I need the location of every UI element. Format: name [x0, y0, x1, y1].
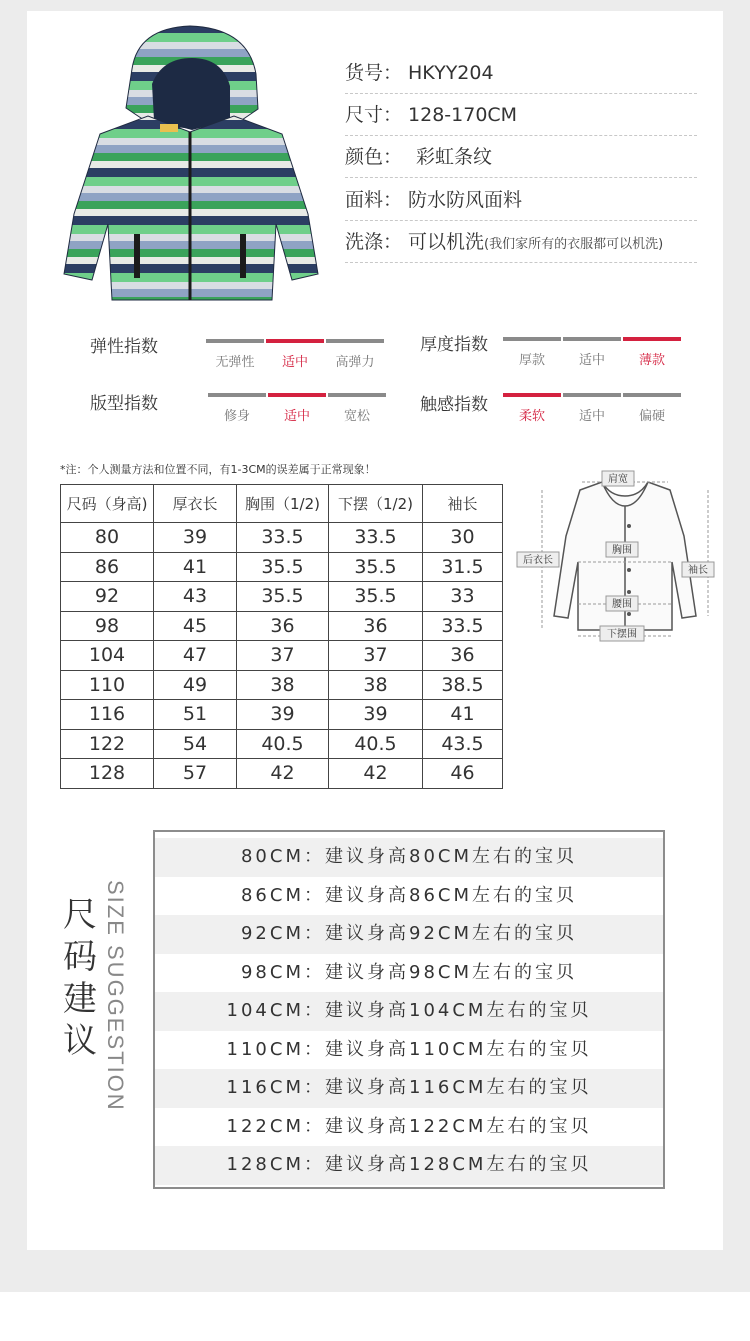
label-chest: 胸围 — [612, 545, 632, 556]
index-title-touch: 触感指数 — [420, 395, 488, 415]
info-row-item-number — [345, 58, 697, 94]
label-back-length: 后衣长 — [523, 555, 553, 566]
suggestion-row: 122CM：建议身高122CM左右的宝贝 — [226, 1115, 592, 1137]
index-bar — [208, 393, 266, 397]
index-option-label: 适中 — [578, 353, 605, 368]
table-cell: 30 — [423, 523, 503, 553]
table-cell: 80 — [61, 523, 154, 553]
table-row — [61, 759, 503, 789]
table-cell: 47 — [154, 641, 237, 671]
index-option-label: 偏硬 — [638, 409, 665, 424]
index-option-label: 薄款 — [638, 353, 665, 368]
index-option-label: 厚款 — [518, 353, 545, 368]
table-cell: 33.5 — [237, 523, 329, 553]
column-header: 厚衣长 — [154, 485, 237, 523]
info-value: 彩虹条纹 — [416, 146, 493, 168]
title-char: 码 — [63, 937, 97, 977]
label-waist: 腰围 — [612, 599, 632, 610]
info-row-color — [345, 142, 697, 178]
index-option — [206, 339, 264, 370]
table-cell: 54 — [154, 729, 237, 759]
column-header: 下摆（1/2) — [329, 485, 423, 523]
info-value: 128-170CM — [408, 104, 518, 126]
table-cell: 46 — [423, 759, 503, 789]
table-cell: 45 — [154, 611, 237, 641]
suggestion-row: 128CM：建议身高128CM左右的宝贝 — [155, 1146, 663, 1185]
index-option-selected — [503, 393, 561, 424]
index-option-label: 柔软 — [518, 409, 545, 424]
index-bar — [268, 393, 326, 397]
size-suggestion-english-title: SIZE SUGGESTION — [103, 880, 128, 1112]
table-cell: 43.5 — [423, 729, 503, 759]
suggestion-row: 86CM：建议身高86CM左右的宝贝 — [240, 884, 577, 906]
suggestion-row: 116CM：建议身高116CM左右的宝贝 — [155, 1069, 663, 1108]
index-bar — [563, 337, 621, 341]
index-option — [208, 393, 266, 424]
index-option-label: 适中 — [578, 409, 605, 424]
bottom-band — [0, 1292, 750, 1341]
column-header: 尺码（身高) — [61, 485, 154, 523]
title-char: 尺 — [63, 895, 97, 935]
size-table — [60, 484, 503, 789]
table-cell: 36 — [329, 611, 423, 641]
info-value: 防水防风面料 — [408, 189, 523, 211]
index-title-elasticity: 弹性指数 — [90, 337, 158, 357]
table-cell: 39 — [237, 700, 329, 730]
table-row — [61, 582, 503, 612]
index-bar — [623, 393, 681, 397]
table-cell: 35.5 — [329, 552, 423, 582]
index-option-selected — [266, 339, 324, 370]
size-suggestion-box — [153, 830, 665, 1189]
table-cell: 39 — [329, 700, 423, 730]
table-cell: 41 — [154, 552, 237, 582]
index-option — [326, 339, 384, 370]
suggestion-row: 104CM：建议身高104CM左右的宝贝 — [155, 992, 663, 1031]
table-cell: 38.5 — [423, 670, 503, 700]
table-row — [61, 700, 503, 730]
table-cell: 57 — [154, 759, 237, 789]
table-cell: 33 — [423, 582, 503, 612]
label-shoulder: 肩宽 — [608, 474, 628, 485]
suggestion-row: 92CM：建议身高92CM左右的宝贝 — [155, 915, 663, 954]
table-cell: 35.5 — [237, 582, 329, 612]
index-bar — [328, 393, 386, 397]
index-option-label: 适中 — [283, 409, 310, 424]
index-option — [328, 393, 386, 424]
index-option-label: 宽松 — [343, 409, 370, 424]
measurement-diagram — [512, 466, 738, 646]
table-cell: 49 — [154, 670, 237, 700]
table-cell: 98 — [61, 611, 154, 641]
table-cell: 41 — [423, 700, 503, 730]
table-cell: 40.5 — [329, 729, 423, 759]
table-cell: 37 — [329, 641, 423, 671]
suggestion-row: 110CM：建议身高110CM左右的宝贝 — [226, 1038, 592, 1060]
index-option-label: 高弹力 — [335, 355, 375, 370]
info-label: 颜色： — [345, 146, 403, 168]
table-cell: 86 — [61, 552, 154, 582]
info-label: 面料： — [345, 189, 403, 211]
table-cell: 128 — [61, 759, 154, 789]
index-option-selected — [268, 393, 326, 424]
column-header: 袖长 — [423, 485, 503, 523]
table-row — [61, 611, 503, 641]
index-title-thickness: 厚度指数 — [420, 335, 488, 355]
info-row-washing — [345, 227, 697, 263]
size-suggestion-title — [60, 894, 100, 1062]
table-cell: 42 — [329, 759, 423, 789]
index-option-label: 修身 — [223, 409, 250, 424]
index-scale-elasticity — [206, 339, 386, 370]
suggestion-row: 98CM：建议身高98CM左右的宝贝 — [240, 961, 577, 983]
table-cell: 43 — [154, 582, 237, 612]
title-char: 建 — [63, 979, 97, 1019]
index-bar — [563, 393, 621, 397]
index-option — [563, 393, 621, 424]
suggestion-row: 80CM：建议身高80CM左右的宝贝 — [155, 838, 663, 877]
table-header-row — [61, 485, 503, 523]
index-scale-thickness — [503, 337, 683, 368]
title-char: 议 — [63, 1021, 97, 1061]
index-bar — [266, 339, 324, 343]
table-cell: 51 — [154, 700, 237, 730]
index-scale-fit — [208, 393, 388, 424]
table-cell: 33.5 — [423, 611, 503, 641]
column-header: 胸围（1/2) — [237, 485, 329, 523]
index-option — [503, 337, 561, 368]
label-sleeve: 袖长 — [688, 565, 708, 576]
table-cell: 35.5 — [329, 582, 423, 612]
index-option-selected — [623, 337, 681, 368]
table-cell: 31.5 — [423, 552, 503, 582]
index-title-fit: 版型指数 — [90, 394, 158, 414]
table-cell: 38 — [237, 670, 329, 700]
info-value: 可以机洗 — [408, 231, 485, 253]
info-note: (我们家所有的衣服都可以机洗) — [484, 237, 664, 252]
table-cell: 92 — [61, 582, 154, 612]
table-cell: 39 — [154, 523, 237, 553]
table-row — [61, 523, 503, 553]
table-cell: 110 — [61, 670, 154, 700]
info-label: 洗涤： — [345, 231, 403, 253]
table-row — [61, 729, 503, 759]
index-option — [563, 337, 621, 368]
table-cell: 37 — [237, 641, 329, 671]
table-row — [61, 670, 503, 700]
index-option-label: 适中 — [281, 355, 308, 370]
table-row — [61, 552, 503, 582]
info-label: 货号： — [345, 62, 403, 84]
table-cell: 116 — [61, 700, 154, 730]
table-cell: 35.5 — [237, 552, 329, 582]
table-cell: 104 — [61, 641, 154, 671]
measurement-note: *注：个人测量方法和位置不同，有1-3CM的误差属于正常现象！ — [60, 463, 376, 476]
table-cell: 36 — [423, 641, 503, 671]
table-cell: 40.5 — [237, 729, 329, 759]
info-row-size — [345, 100, 697, 136]
info-row-fabric — [345, 185, 697, 221]
index-option-label: 无弹性 — [215, 355, 255, 370]
info-value: HKYY204 — [408, 62, 494, 84]
index-scale-touch — [503, 393, 683, 424]
table-cell: 122 — [61, 729, 154, 759]
jacket-product-image — [60, 24, 322, 308]
table-row — [61, 641, 503, 671]
index-option — [623, 393, 681, 424]
index-bar — [623, 337, 681, 341]
label-hem: 下摆围 — [607, 629, 637, 640]
table-cell: 42 — [237, 759, 329, 789]
table-cell: 36 — [237, 611, 329, 641]
table-cell: 38 — [329, 670, 423, 700]
info-label: 尺寸： — [345, 104, 403, 126]
index-bar — [503, 337, 561, 341]
table-cell: 33.5 — [329, 523, 423, 553]
index-bar — [326, 339, 384, 343]
index-bar — [503, 393, 561, 397]
index-bar — [206, 339, 264, 343]
